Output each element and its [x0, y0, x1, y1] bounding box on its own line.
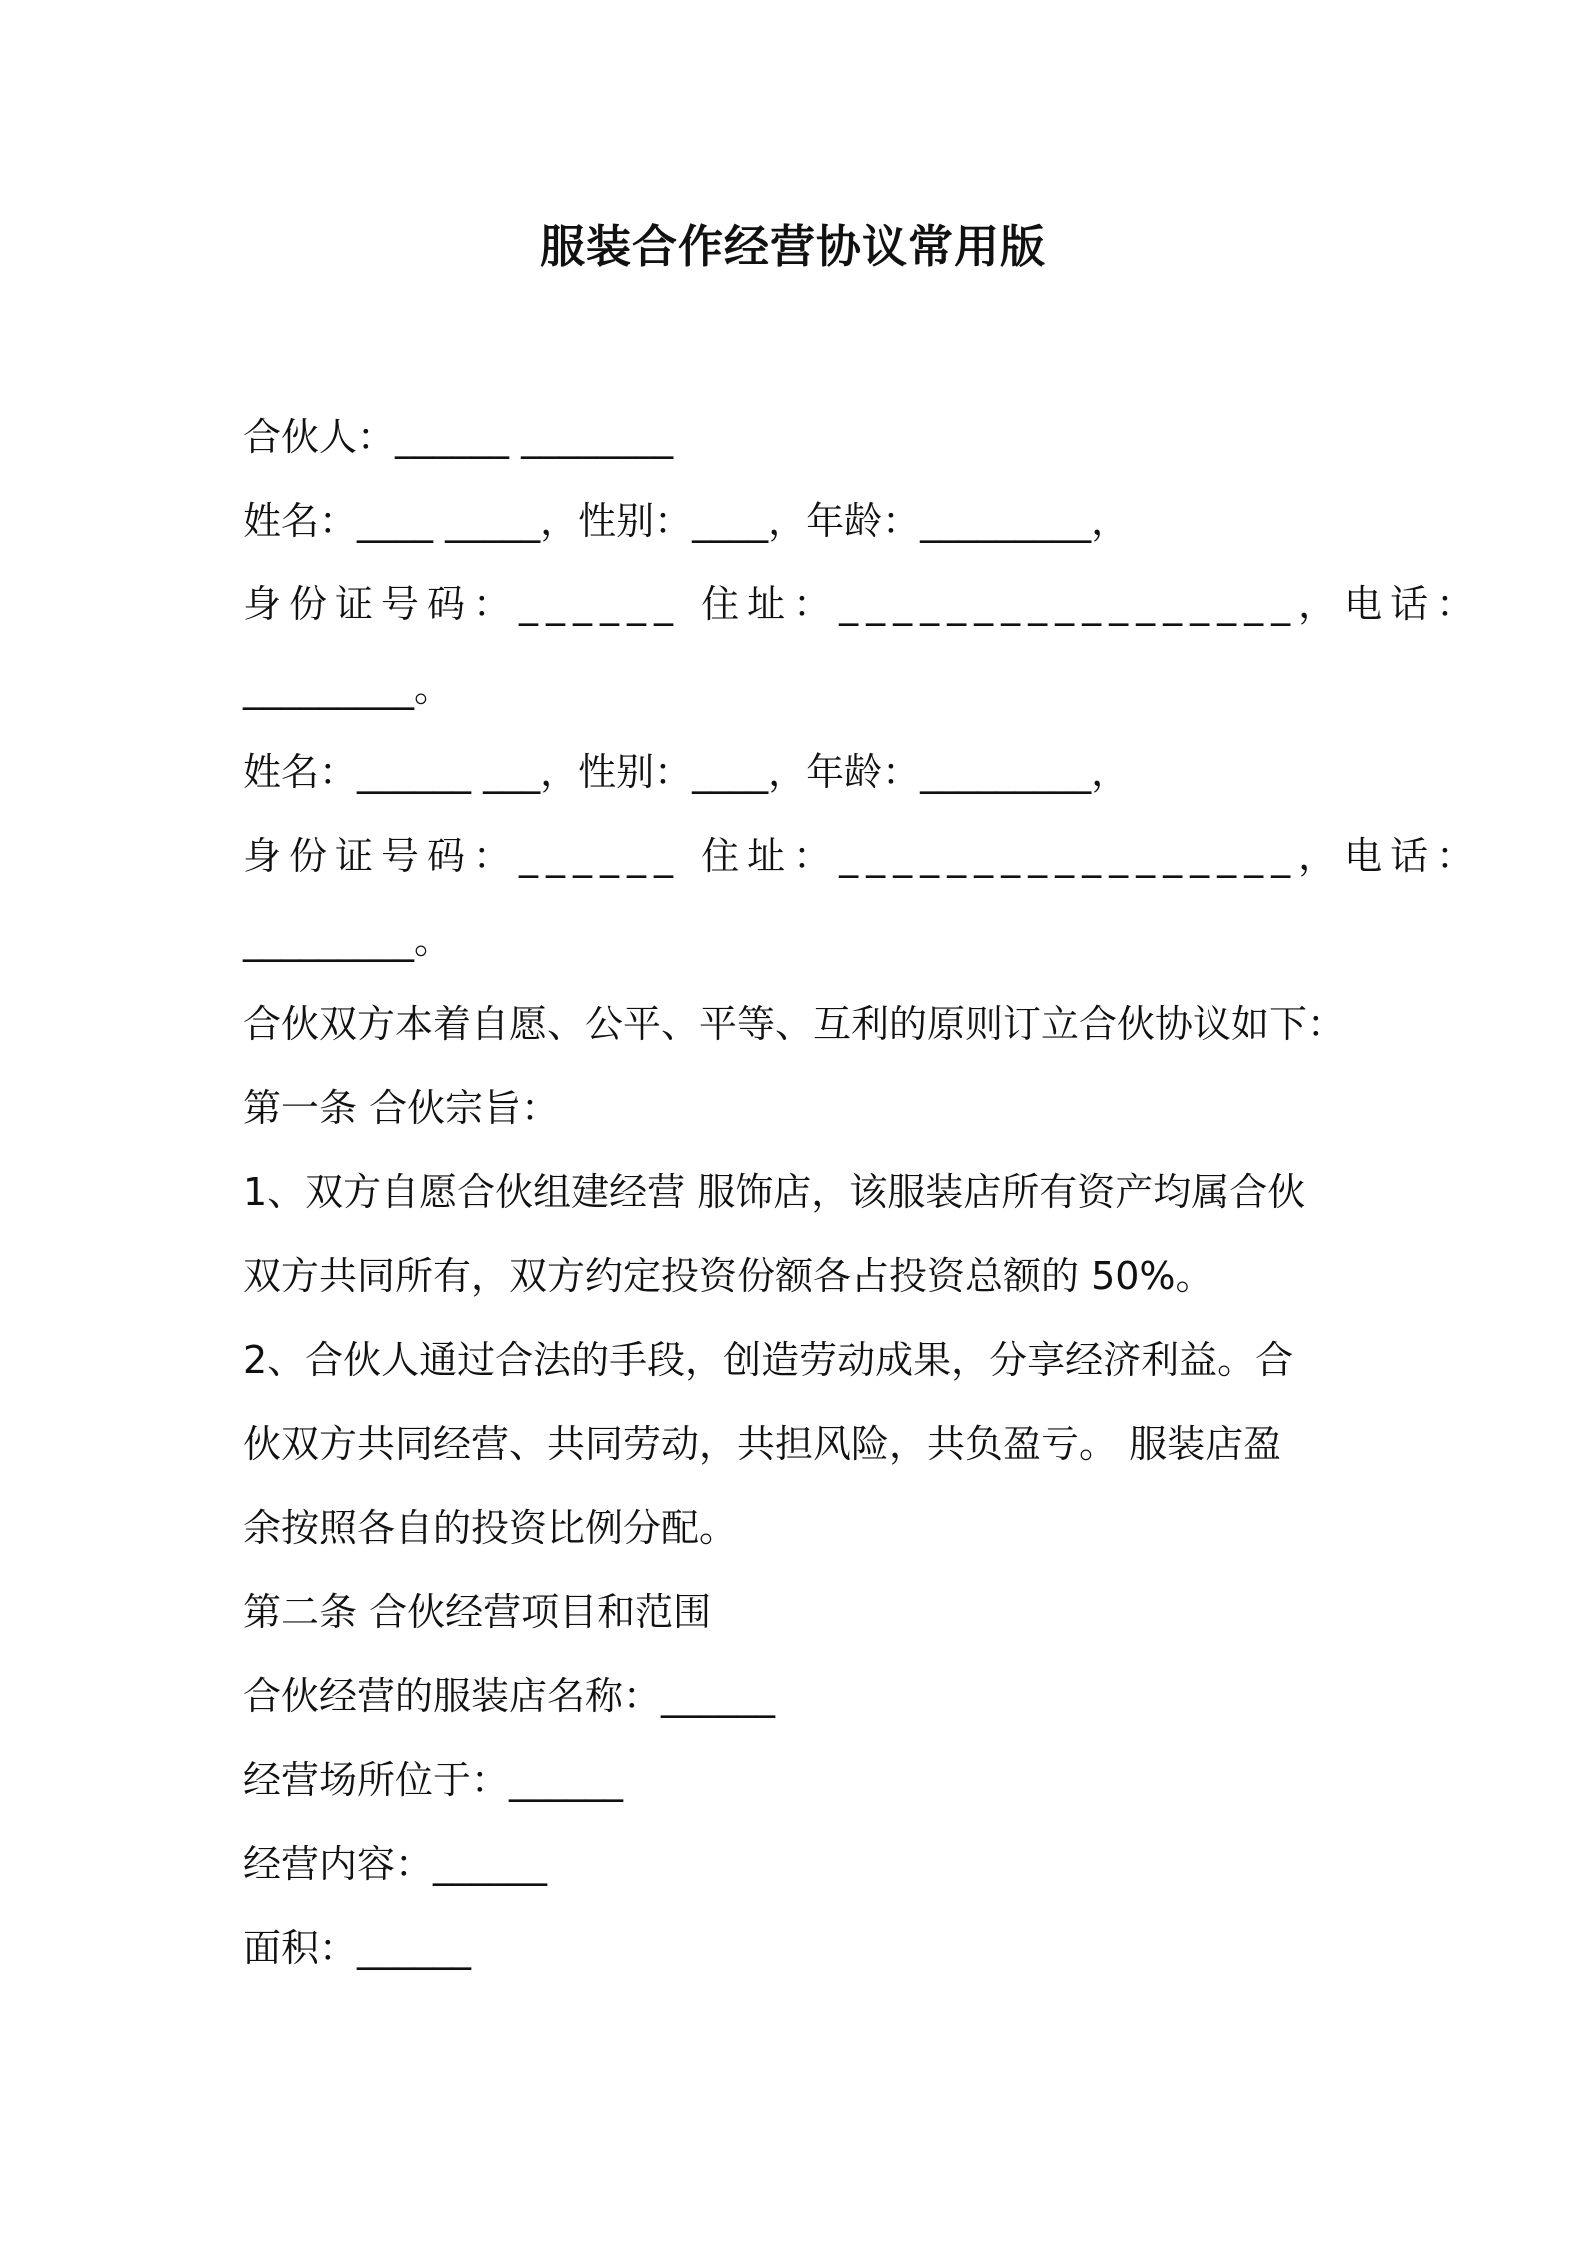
article-1-clause-2-line-2: 伙双方共同经营、共同劳动，共担风险，共负盈亏。 服装店盈 — [243, 1422, 1282, 1466]
partner-b-phone-line: _________。 — [243, 918, 453, 962]
shop-name-line: 合伙经营的服装店名称：______ — [243, 1674, 776, 1718]
preamble-line: 合伙双方本着自愿、公平、平等、互利的原则订立合伙协议如下： — [243, 1002, 1346, 1046]
partner-a-name-line: 姓名：____ _____，性别：____，年龄：_________， — [243, 499, 1130, 543]
partner-line: 合伙人：______ ________ — [243, 415, 674, 459]
business-content-line: 经营内容：______ — [243, 1842, 548, 1886]
article-1-clause-2-line-3: 余按照各自的投资比例分配。 — [243, 1506, 738, 1550]
partner-a-phone-line: _________。 — [243, 666, 453, 710]
area-line: 面积：______ — [243, 1926, 472, 1970]
article-1-clause-1-line-1: 1、双方自愿合伙组建经营 服饰店，该服装店所有资产均属合伙 — [243, 1170, 1306, 1214]
partner-b-name-line: 姓名：______ ___，性别：____，年龄：_________， — [243, 750, 1130, 794]
article-1-clause-1-line-2: 双方共同所有，双方约定投资份额各占投资总额的 50%。 — [243, 1254, 1214, 1298]
location-line: 经营场所位于：______ — [243, 1758, 624, 1802]
article-2-heading: 第二条 合伙经营项目和范围 — [243, 1590, 712, 1634]
partner-b-id-line: 身份证号码：______ 住址：_________________，电话： — [243, 834, 1483, 878]
document-title: 服装合作经营协议常用版 — [539, 220, 1046, 273]
article-1-clause-2-line-1: 2、合伙人通过合法的手段，创造劳动成果，分享经济利益。合 — [243, 1338, 1294, 1382]
partner-a-id-line: 身份证号码：______ 住址：_________________，电话： — [243, 582, 1483, 626]
article-1-heading: 第一条 合伙宗旨： — [243, 1086, 560, 1130]
